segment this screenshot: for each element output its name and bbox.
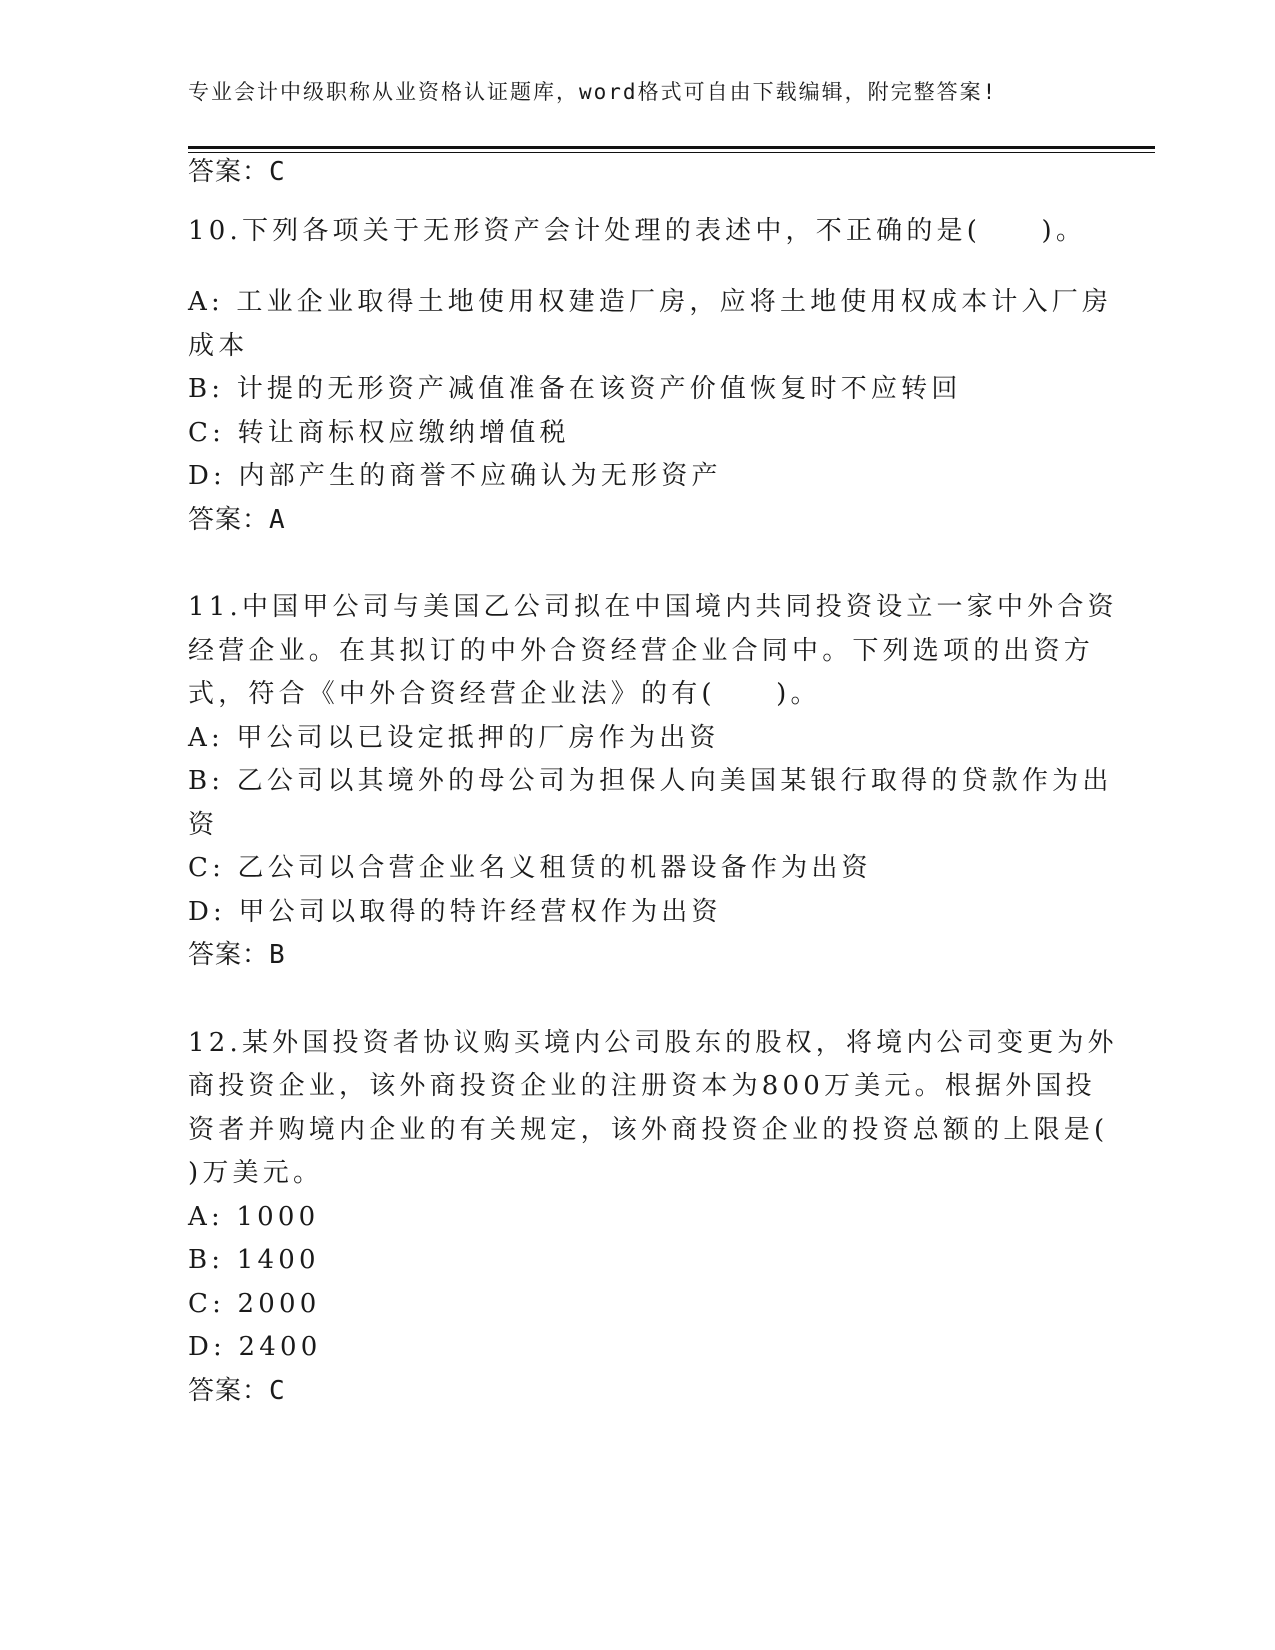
option-d: D: 内部产生的商誉不应确认为无形资产 <box>188 461 722 491</box>
question-stem: 11.中国甲公司与美国乙公司拟在中国境内共同投资设立一家中外合资 <box>188 592 1118 622</box>
answer-line <box>188 938 286 972</box>
option-c: C: 乙公司以合营企业名义租赁的机器设备作为出资 <box>188 853 872 883</box>
option-a-cont: 成本 <box>188 331 249 361</box>
question-stem-cont: 资者并购境内企业的有关规定，该外商投资企业的投资总额的上限是( <box>188 1115 1109 1145</box>
option-a: A: 工业企业取得土地使用权建造厂房，应将土地使用权成本计入厂房 <box>188 287 1113 317</box>
answer-label: 答案： <box>188 505 270 535</box>
option-b: B: 乙公司以其境外的母公司为担保人向美国某银行取得的贷款作为出 <box>188 766 1113 796</box>
option-b: B: 计提的无形资产减值准备在该资产价值恢复时不应转回 <box>188 374 962 404</box>
question-stem: 12.某外国投资者协议购买境内公司股东的股权，将境内公司变更为外 <box>188 1028 1118 1058</box>
question-stem-cont: 商投资企业，该外商投资企业的注册资本为800万美元。根据外国投 <box>188 1071 1096 1101</box>
answer-line <box>188 1374 286 1408</box>
page-header: 专业会计中级职称从业资格认证题库，word格式可自由下载编辑，附完整答案! <box>188 80 998 104</box>
answer-line <box>188 155 286 189</box>
answer-line <box>188 503 286 537</box>
answer-value: B <box>269 940 286 970</box>
option-d: D: 2400 <box>188 1332 322 1362</box>
option-b-cont: 资 <box>188 810 219 840</box>
question-stem-cont: 经营企业。在其拟订的中外合资经营企业合同中。下列选项的出资方 <box>188 636 1095 666</box>
answer-value: C <box>269 1376 286 1406</box>
question-stem-cont: 式，符合《中外合资经营企业法》的有( )。 <box>188 679 821 709</box>
question-stem-cont: )万美元。 <box>188 1158 324 1188</box>
header-rule-thin <box>188 152 1155 153</box>
option-b: B: 1400 <box>188 1245 320 1275</box>
answer-value: C <box>269 157 286 187</box>
option-c: C: 2000 <box>188 1289 321 1319</box>
answer-value: A <box>269 505 286 535</box>
option-a: A: 1000 <box>188 1202 320 1232</box>
option-d: D: 甲公司以取得的特许经营权作为出资 <box>188 897 722 927</box>
header-rule-thick <box>188 146 1155 149</box>
option-a: A: 甲公司以已设定抵押的厂房作为出资 <box>188 723 720 753</box>
answer-label: 答案： <box>188 1376 270 1406</box>
option-c: C: 转让商标权应缴纳增值税 <box>188 418 570 448</box>
question-stem: 10.下列各项关于无形资产会计处理的表述中，不正确的是( )。 <box>188 216 1087 246</box>
answer-label: 答案： <box>188 157 270 187</box>
answer-label: 答案： <box>188 940 270 970</box>
